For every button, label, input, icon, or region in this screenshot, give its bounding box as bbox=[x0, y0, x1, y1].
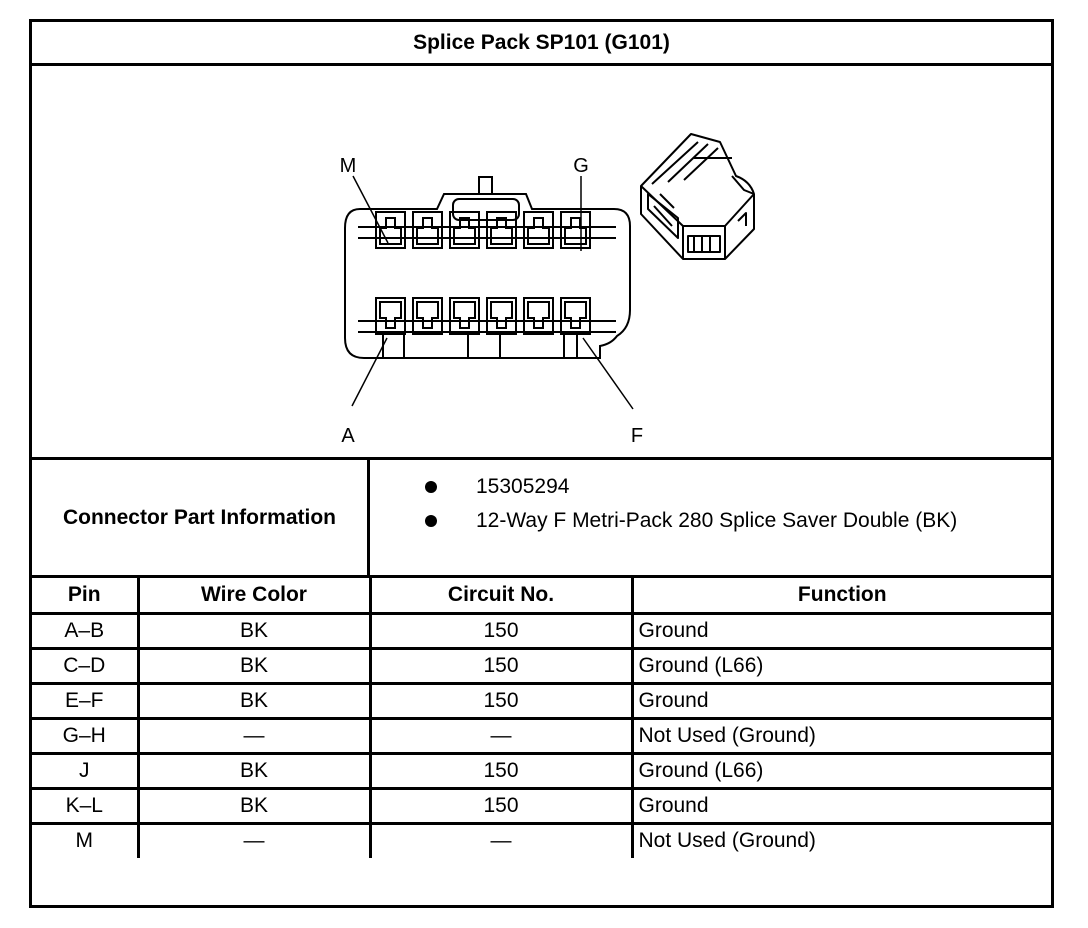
cell-circuit-no: 150 bbox=[370, 648, 632, 683]
cell-function: Ground (L66) bbox=[632, 648, 1051, 683]
cell-wire-color: BK bbox=[138, 788, 370, 823]
cell-circuit-no: 150 bbox=[370, 753, 632, 788]
header-wire-color: Wire Color bbox=[138, 578, 370, 613]
page-title: Splice Pack SP101 (G101) bbox=[32, 22, 1051, 66]
terminal-cavity bbox=[524, 212, 553, 248]
connector-info-row bbox=[32, 460, 1051, 578]
cell-circuit-no: 150 bbox=[370, 613, 632, 648]
cell-circuit-no: — bbox=[370, 823, 632, 858]
connector-diagram bbox=[32, 66, 1051, 460]
cell-pin: M bbox=[32, 823, 138, 858]
cell-wire-color: BK bbox=[138, 683, 370, 718]
bullet-icon bbox=[425, 481, 437, 493]
terminal-cavity bbox=[524, 298, 553, 334]
table-header-row bbox=[32, 578, 1051, 613]
cell-pin: J bbox=[32, 753, 138, 788]
connector-3d-illustration bbox=[641, 134, 754, 259]
terminal-cavity bbox=[413, 212, 442, 248]
terminal-cavity bbox=[561, 212, 590, 248]
part-number-item bbox=[370, 470, 1051, 504]
connector-info-list bbox=[370, 460, 1051, 575]
table-row bbox=[32, 823, 1051, 858]
latch-tab bbox=[479, 177, 492, 194]
cell-function: Not Used (Ground) bbox=[632, 718, 1051, 753]
header-pin: Pin bbox=[32, 578, 138, 613]
connector-description: 12-Way F Metri-Pack 280 Splice Saver Double (BK) bbox=[476, 509, 958, 532]
cell-pin: A–B bbox=[32, 613, 138, 648]
cell-pin: G–H bbox=[32, 718, 138, 753]
leader-line-a bbox=[352, 338, 387, 406]
table-row bbox=[32, 648, 1051, 683]
cell-pin: C–D bbox=[32, 648, 138, 683]
terminal-cavity bbox=[487, 212, 516, 248]
cell-function: Ground (L66) bbox=[632, 753, 1051, 788]
table-row bbox=[32, 788, 1051, 823]
cell-pin: E–F bbox=[32, 683, 138, 718]
pin-label-f: F bbox=[630, 425, 644, 447]
cell-wire-color: — bbox=[138, 823, 370, 858]
terminal-cavity bbox=[413, 298, 442, 334]
terminal-cavity bbox=[487, 298, 516, 334]
cell-circuit-no: 150 bbox=[370, 683, 632, 718]
leader-line-f bbox=[583, 338, 633, 409]
pin-label-g: G bbox=[573, 155, 589, 177]
cell-wire-color: BK bbox=[138, 613, 370, 648]
table-row bbox=[32, 718, 1051, 753]
pin-table bbox=[32, 578, 1051, 858]
cell-function: Not Used (Ground) bbox=[632, 823, 1051, 858]
header-function: Function bbox=[632, 578, 1051, 613]
cell-function: Ground bbox=[632, 613, 1051, 648]
part-number: 15305294 bbox=[476, 475, 570, 498]
terminal-cavity bbox=[450, 298, 479, 334]
cell-circuit-no: 150 bbox=[370, 788, 632, 823]
cell-function: Ground bbox=[632, 683, 1051, 718]
terminal-cavity bbox=[561, 298, 590, 334]
cell-wire-color: BK bbox=[138, 753, 370, 788]
cell-circuit-no: — bbox=[370, 718, 632, 753]
pin-label-a: A bbox=[341, 425, 355, 447]
cell-wire-color: BK bbox=[138, 648, 370, 683]
cell-function: Ground bbox=[632, 788, 1051, 823]
table-row bbox=[32, 753, 1051, 788]
connector-sheet bbox=[29, 19, 1054, 908]
pin-label-m: M bbox=[339, 155, 357, 177]
connector-face-drawing bbox=[32, 66, 1051, 457]
cell-pin: K–L bbox=[32, 788, 138, 823]
connector-info-label: Connector Part Information bbox=[32, 460, 370, 575]
table-row bbox=[32, 613, 1051, 648]
bullet-icon bbox=[425, 515, 437, 527]
terminal-cavity bbox=[376, 298, 405, 334]
cell-wire-color: — bbox=[138, 718, 370, 753]
terminal-cavity bbox=[376, 212, 405, 248]
table-row bbox=[32, 683, 1051, 718]
header-circuit-no: Circuit No. bbox=[370, 578, 632, 613]
connector-description-item bbox=[370, 504, 1051, 538]
